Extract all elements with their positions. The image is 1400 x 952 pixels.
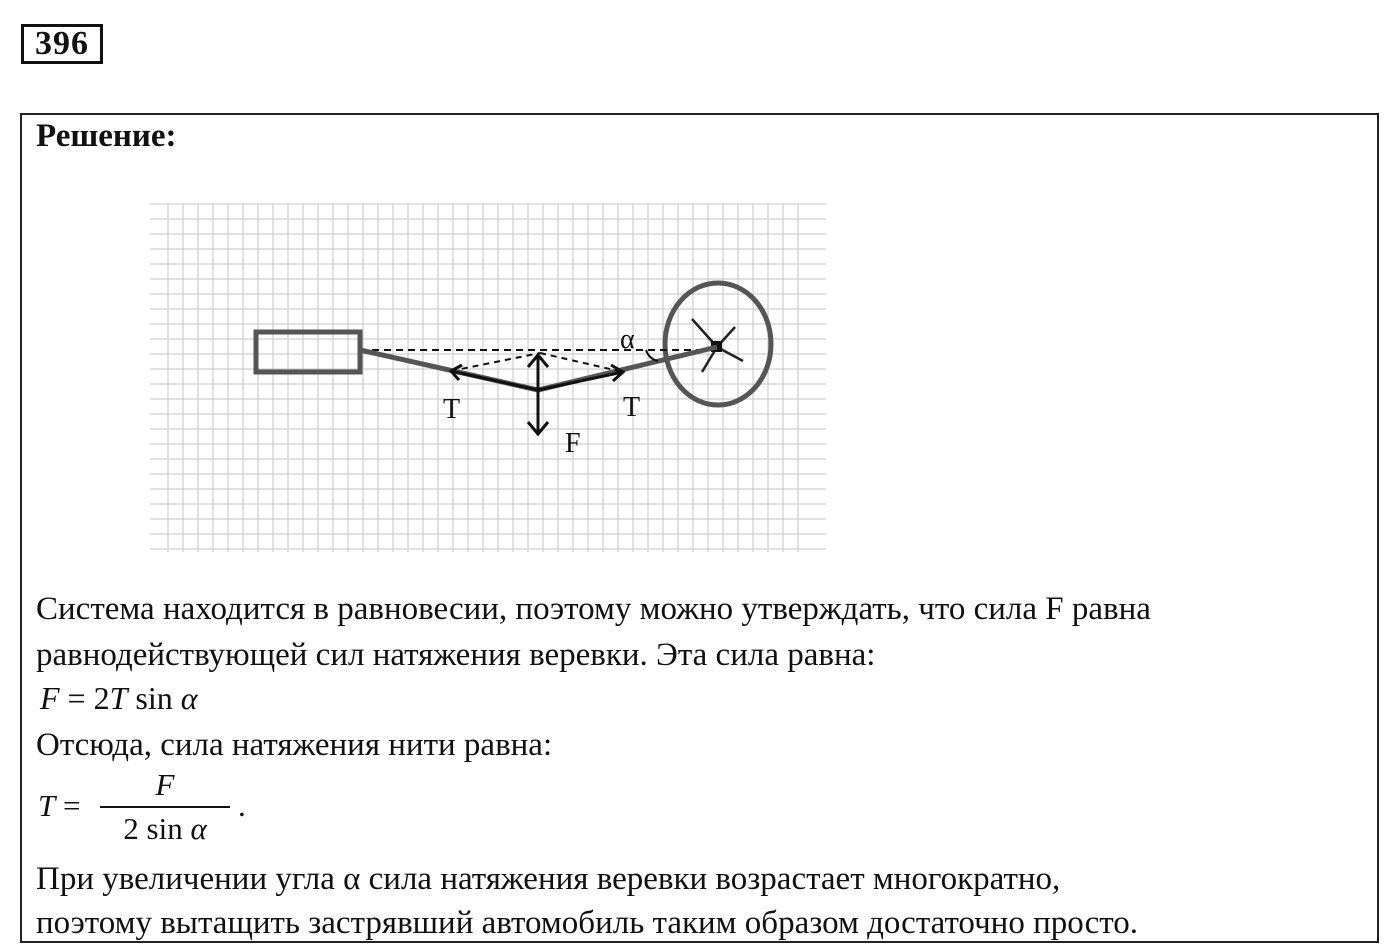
fraction-bar (100, 806, 230, 808)
formula1-t: T (109, 680, 128, 716)
alpha-label: α (620, 324, 635, 355)
formula-tension (38, 767, 246, 848)
formula2-eq: = (55, 788, 81, 823)
formula2-den-prefix: 2 sin (123, 811, 191, 846)
fraction (100, 768, 230, 846)
t-label-right: T (623, 392, 641, 423)
solution-heading: Решение: (36, 118, 177, 154)
fraction-numerator: F (155, 767, 175, 802)
formula1-alpha: α (180, 680, 198, 716)
text-line-4: При увеличении угла α сила натяжения веревки возрастает многократно, (36, 861, 1061, 897)
formula1-eq: = 2 (59, 680, 110, 716)
rope-diagram (146, 196, 836, 576)
parallelogram-side-left (451, 353, 540, 371)
resultant-arrow-up (528, 355, 548, 390)
t-label-left: T (443, 394, 461, 425)
formula-force (40, 680, 198, 717)
formula2-t: T (38, 788, 56, 823)
block-rectangle (256, 332, 360, 372)
problem-number: 396 (21, 24, 103, 64)
formula1-sin: sin (127, 680, 181, 716)
formula2-den-alpha: α (190, 811, 207, 846)
text-line-1: Система находится в равновесии, поэтому можно утверждать, что сила F равна (36, 591, 1151, 627)
formula2-lhs (38, 788, 80, 824)
fraction-denominator (100, 812, 230, 846)
text-line-5: поэтому вытащить застрявший автомобиль таким образом достаточно просто. (36, 905, 1138, 941)
formula1-f: F (40, 680, 60, 716)
force-arrow-down (528, 390, 548, 434)
formula2-dot: . (238, 788, 246, 823)
text-line-2: равнодействующей сил натяжения веревки. Эта сила равна: (36, 637, 876, 673)
f-label: F (565, 428, 581, 459)
text-line-3: Отсюда, сила натяжения нити равна: (36, 727, 553, 763)
